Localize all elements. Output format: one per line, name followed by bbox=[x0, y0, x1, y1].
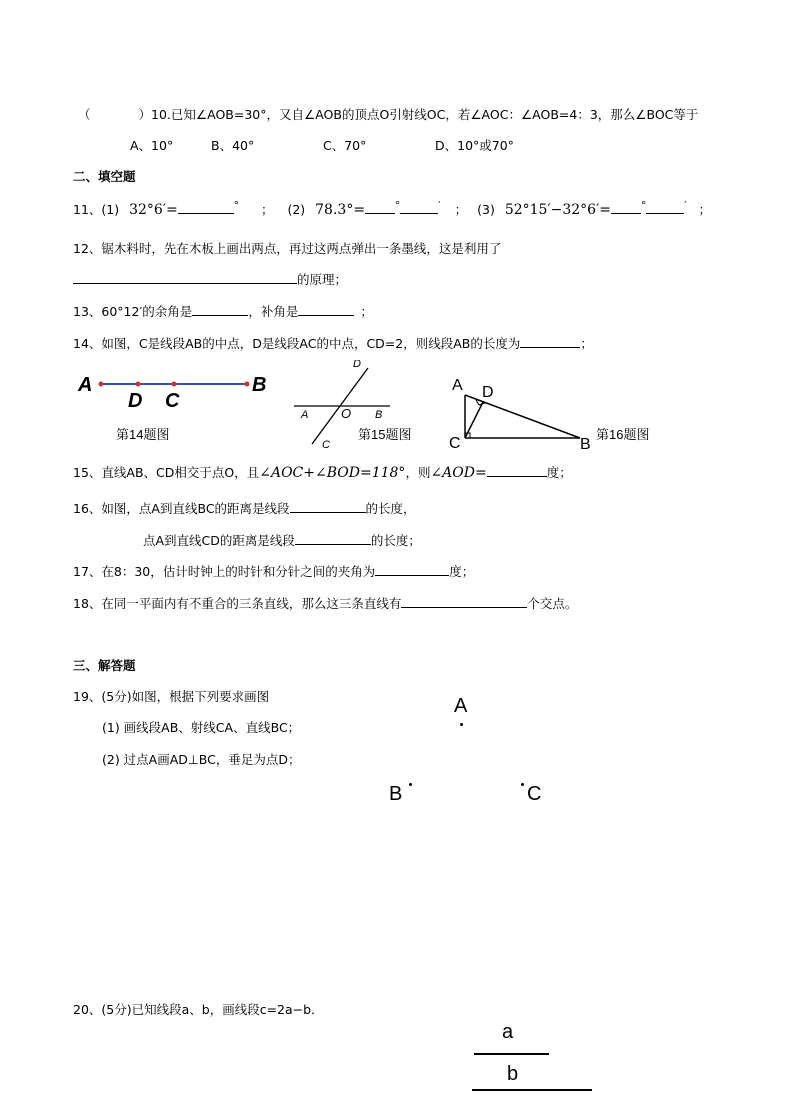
label-b: B bbox=[252, 374, 267, 396]
label-a: A bbox=[452, 377, 463, 394]
q15-expr2: ∠AOD= bbox=[430, 465, 487, 481]
q11-p3-min: ′ bbox=[684, 200, 687, 212]
label-c: C bbox=[322, 439, 330, 451]
q19-point-c bbox=[521, 783, 524, 786]
q10-option-c: C、70° bbox=[323, 138, 367, 153]
label-d: D bbox=[128, 390, 143, 412]
section-3-title: 三、解答题 bbox=[73, 658, 136, 673]
answer-blank[interactable] bbox=[365, 201, 395, 214]
q20-text: 20、(5分)已知线段a、b，画线段c=2a−b． bbox=[73, 1002, 324, 1017]
q11-p2-min: ′ bbox=[438, 200, 441, 212]
label-c: C bbox=[449, 435, 461, 452]
q16-line2-b: 的长度； bbox=[370, 533, 421, 548]
figure-16 bbox=[440, 370, 670, 455]
q10-paren-open: （ bbox=[78, 107, 91, 122]
q11-p3-label: (3) bbox=[477, 202, 495, 218]
label-b: B bbox=[375, 409, 383, 421]
side-ab bbox=[465, 395, 580, 438]
q19-point-a bbox=[460, 723, 463, 726]
q13-text-a: 13、60°12′的余角是 bbox=[73, 304, 193, 319]
q19-point-b bbox=[409, 783, 412, 786]
q10-text: 10.已知∠AOB=30°，又自∠AOB的顶点O引射线OC，若∠AOC：∠AOB=4：3，那么∠BOC等于 bbox=[151, 107, 699, 122]
q20-label-b: b bbox=[507, 1063, 519, 1085]
q15-text-a: 15、直线AB、CD相交于点O，且 bbox=[73, 465, 260, 480]
q10-option-d: D、10°或70° bbox=[435, 138, 514, 153]
q18-text-b: 个交点。 bbox=[527, 596, 578, 611]
answer-blank[interactable] bbox=[290, 500, 366, 513]
q19-item-1: (1) 画线段AB、射线CA、直线BC； bbox=[102, 720, 301, 735]
q13 bbox=[73, 302, 373, 320]
q14-text: 14、如图，C是线段AB的中点，D是线段AC的中点，CD=2，则线段AB的长度为 bbox=[73, 336, 521, 351]
figure-15 bbox=[290, 360, 430, 455]
q17 bbox=[73, 562, 474, 580]
q15-expr: ∠AOC+∠BOD=118° bbox=[259, 465, 406, 481]
answer-blank[interactable] bbox=[295, 532, 371, 545]
q19-item-2: (2) 过点A画AD⊥BC，垂足为点D； bbox=[102, 752, 301, 767]
q11-p2-expr: 78.3°= bbox=[315, 202, 366, 219]
q19-label-a: A bbox=[454, 695, 468, 717]
q12-line2 bbox=[73, 270, 347, 288]
q19-label-c: C bbox=[527, 783, 542, 805]
q11-p3-expr: 52°15′−32°6′= bbox=[504, 202, 611, 219]
q11-p2-deg: ° bbox=[395, 200, 401, 212]
q10 bbox=[78, 105, 698, 123]
answer-blank[interactable] bbox=[487, 464, 547, 477]
q13-text-b: ，补角是 bbox=[248, 304, 299, 319]
figure-15-caption: 第15题图 bbox=[358, 427, 412, 442]
q15-text-b: ，则 bbox=[405, 465, 431, 480]
answer-blank[interactable] bbox=[375, 563, 449, 576]
q11-sep: ； bbox=[260, 202, 274, 218]
answer-blank[interactable] bbox=[611, 201, 641, 214]
q18 bbox=[73, 594, 577, 612]
q13-text-c: ； bbox=[360, 304, 373, 319]
q11-num: 11、 bbox=[73, 202, 102, 218]
q11 bbox=[73, 200, 711, 218]
answer-blank[interactable] bbox=[400, 200, 441, 214]
q16-line2 bbox=[143, 531, 421, 549]
segment-b bbox=[472, 1089, 592, 1091]
q11-p2-label: (2) bbox=[287, 202, 306, 218]
q11-p3-deg: ° bbox=[640, 200, 647, 212]
q16-line1-b: 的长度， bbox=[365, 501, 416, 516]
point-d bbox=[136, 382, 141, 387]
q16-line1-a: 16、如图，点A到直线BC的距离是线段 bbox=[73, 501, 290, 516]
q16-line2-a: 点A到直线CD的距离是线段 bbox=[143, 533, 295, 548]
answer-blank[interactable] bbox=[646, 200, 687, 214]
label-a: A bbox=[78, 374, 93, 396]
q18-text-a: 18、在同一平面内有不重合的三条直线，那么这三条直线有 bbox=[73, 596, 402, 611]
point-a bbox=[99, 382, 104, 387]
q16-line1 bbox=[73, 499, 416, 517]
q15 bbox=[73, 463, 572, 481]
point-b bbox=[245, 382, 250, 387]
segment-a bbox=[474, 1053, 549, 1055]
answer-blank[interactable] bbox=[520, 335, 580, 348]
q12-line1: 12、锯木料时，先在木板上画出两点，再过这两点弹出一条墨线，这是利用了 bbox=[73, 241, 502, 256]
label-a: A bbox=[301, 409, 309, 421]
figure-14 bbox=[70, 365, 280, 445]
q19-label-b: B bbox=[389, 783, 403, 805]
q10-option-a: A、10° bbox=[130, 138, 174, 153]
answer-blank[interactable] bbox=[298, 303, 354, 316]
q11-sep: ； bbox=[454, 202, 468, 218]
q19-text: 19、(5分)如图，根据下列要求画图 bbox=[73, 689, 270, 704]
label-c: C bbox=[165, 390, 180, 412]
section-2-title: 二、填空题 bbox=[73, 169, 136, 184]
q11-p1-unit: ° bbox=[233, 200, 239, 212]
q11-p1-expr: 32°6′= bbox=[129, 202, 178, 219]
label-b: B bbox=[580, 436, 591, 453]
q11-sep: ； bbox=[698, 202, 712, 218]
figure-16-caption: 第16题图 bbox=[596, 427, 650, 442]
label-d: D bbox=[353, 360, 361, 370]
q12-suffix: 的原理； bbox=[297, 272, 348, 287]
q11-p1-label: (1) bbox=[101, 202, 120, 218]
answer-blank[interactable] bbox=[73, 271, 297, 284]
point-c bbox=[172, 382, 177, 387]
figure-14-caption: 第14题图 bbox=[116, 427, 170, 442]
label-d: D bbox=[482, 384, 494, 401]
q10-option-b: B、40° bbox=[211, 138, 255, 153]
answer-blank[interactable] bbox=[401, 595, 527, 608]
answer-blank[interactable] bbox=[192, 303, 248, 316]
answer-blank[interactable] bbox=[178, 201, 234, 214]
q10-paren-close: ） bbox=[138, 107, 152, 122]
q20-label-a: a bbox=[502, 1021, 514, 1043]
q14 bbox=[73, 334, 593, 352]
q14-end: ； bbox=[580, 336, 593, 351]
q17-text-b: 度； bbox=[449, 564, 475, 579]
label-o: O bbox=[341, 406, 352, 421]
q15-text-c: 度； bbox=[546, 465, 572, 480]
q17-text-a: 17、在8：30，估计时钟上的时针和分针之间的夹角为 bbox=[73, 564, 376, 579]
